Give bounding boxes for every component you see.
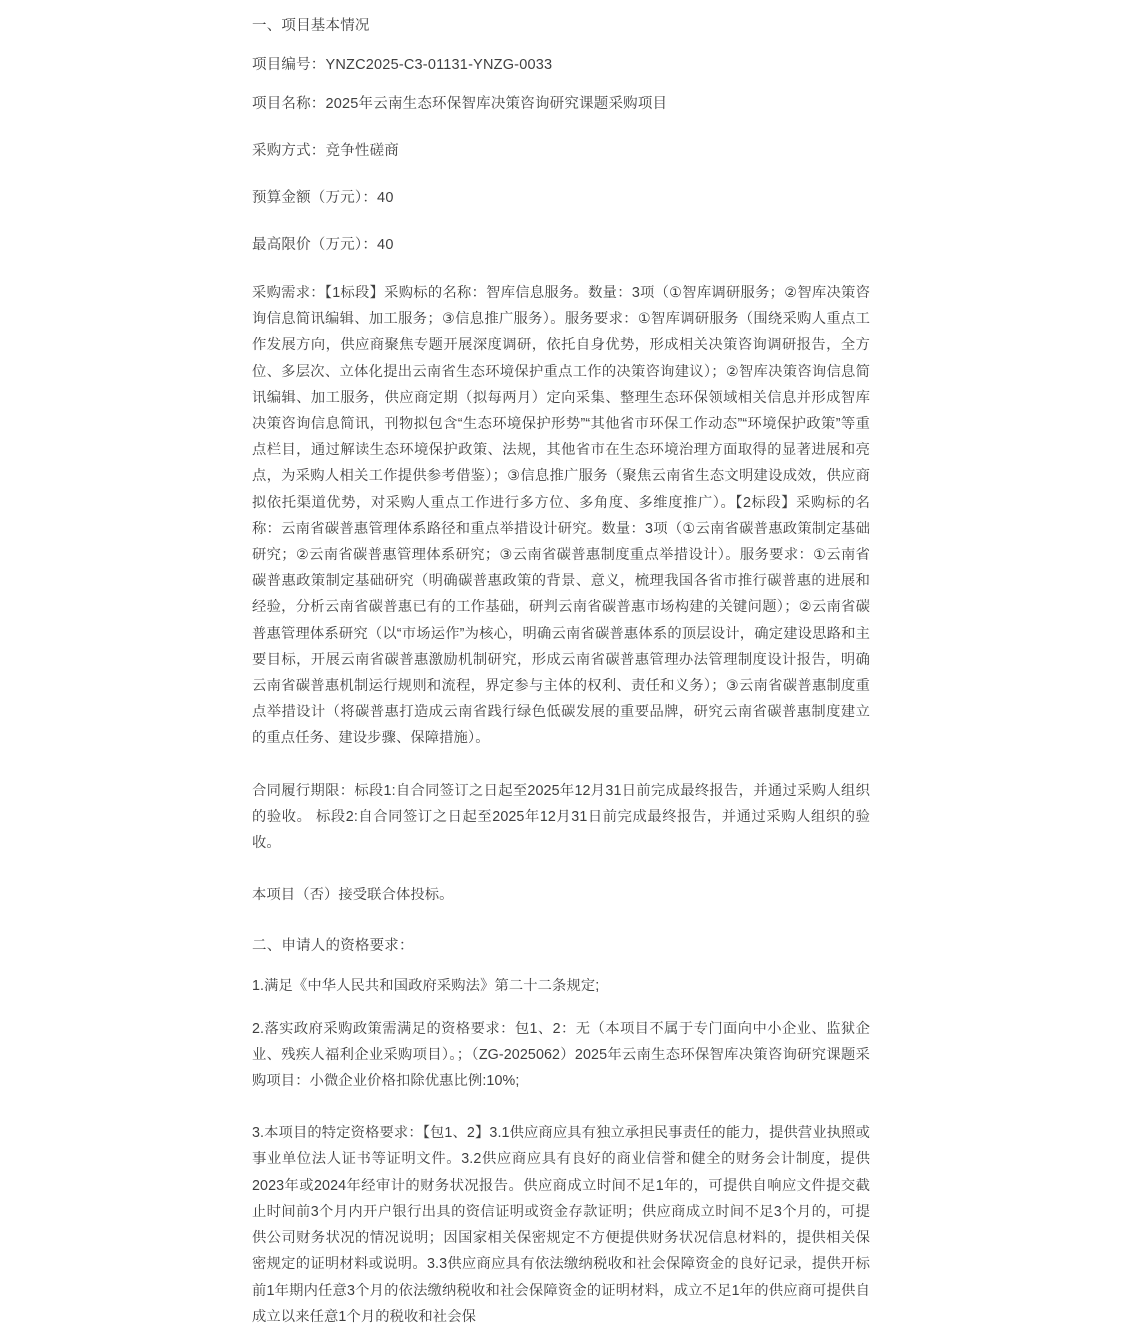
procurement-demand-paragraph: 采购需求：【1标段】采购标的名称：智库信息服务。数量：3项（①智库调研服务；②智库决策咨询信息简讯编辑、加工服务；③信息推广服务）。服务要求：①智库调研服务（围绕采购人重点工作发展方向，供应商聚焦专题开展深度调研，依托自身优势，形成相关决策咨询调研报告，全方位、多层次、立体化提出云南省生态环境保护重点工作的决策咨询建议）；②智库决策咨询信息简讯编辑、加工服务，供应商定期（拟每两月）定向采集、整理生态环保领域相关信息并形成智库决策咨询信息简讯，刊物拟包含“生态环境保护形势”“其他省市环保工作动态”“环境保护政策”等重点栏目，通过解读生态环境保护政策、法规，其他省市在生态环境治理方面取得的显著进展和亮点，为采购人相关工作提供参考借鉴）；③信息推广服务（聚焦云南省生态文明建设成效，供应商拟依托渠道优势，对采购人重点工作进行多方位、多角度、多维度推广）。【2标段】采购标的名称：云南省碳普惠管理体系路径和重点举措设计研究。数量：3项（①云南省碳普惠政策制定基础研究；②云南省碳普惠管理体系研究；③云南省碳普惠制度重点举措设计）。服务要求：①云南省碳普惠政策制定基础研究（明确碳普惠政策的背景、意义，梳理我国各省市推行碳普惠的进展和经验，分析云南省碳普惠已有的工作基础，研判云南省碳普惠市场构建的关键问题）；②云南省碳普惠管理体系研究（以“市场运作”为核心，明确云南省碳普惠体系的顶层设计，确定建设思路和主要目标，开展云南省碳普惠激励机制研究，形成云南省碳普惠管理办法管理制度设计报告，明确云南省碳普惠机制运行规则和流程，界定参与主体的权利、责任和义务）；③云南省碳普惠制度重点举措设计（将碳普惠打造成云南省践行绿色低碳发展的重要品牌，研究云南省碳普惠制度建立的重点任务、建设步骤、保障措施）。 <box>252 285 870 747</box>
max-price-line: 最高限价（万元）：40 <box>252 237 394 253</box>
project-name-line: 项目名称：2025年云南生态环保智库决策咨询研究课题采购项目 <box>252 96 668 112</box>
project-number-line: 项目编号：YNZC2025-C3-01131-YNZG-0033 <box>252 57 553 73</box>
document-body <box>252 14 870 1330</box>
qualification-item-1: 1.满足《中华人民共和国政府采购法》第二十二条规定; <box>252 978 600 995</box>
section-two-heading: 二、申请人的资格要求： <box>252 938 414 955</box>
contract-performance-period-paragraph: 合同履行期限：标段1:自合同签订之日起至2025年12月31日前完成最终报告，并通过采购人组织的验收。 标段2:自合同签订之日起至2025年12月31日前完成最终报告，并通过采购人组织的验收。 <box>252 782 870 852</box>
procurement-method-line: 采购方式：竞争性磋商 <box>252 143 399 159</box>
qualification-item-2: 2.落实政府采购政策需满足的资格要求：包1、2：无（本项目不属于专门面向中小企业、监狱企业、残疾人福利企业采购项目）。；（ZG-2025062）2025年云南生态环保智库决策咨询研究课题采购项目：小微企业价格扣除优惠比例:10%; <box>252 1020 870 1090</box>
consortium-bid-line: 本项目（否）接受联合体投标。 <box>252 887 454 904</box>
qualification-item-3: 3.本项目的特定资格要求：【包1、2】3.1供应商应具有独立承担民事责任的能力，提供营业执照或事业单位法人证书等证明文件。3.2供应商应具有良好的商业信誉和健全的财务会计制度，提供2023年或2024年经审计的财务状况报告。供应商成立时间不足1年的，可提供自响应文件提交截止时间前3个月内开户银行出具的资信证明或资金存款证明；供应商成立时间不足3个月的，可提供公司财务状况的情况说明；因国家相关保密规定不方便提供财务状况信息材料的，提供相关保密规定的证明材料或说明。3.3供应商应具有依法缴纳税收和社会保障资金的良好记录，提供开标前1年期内任意3个月的依法缴纳税收和社会保障资金的证明材料，成立不足1年的供应商可提供自成立以来任意1个月的税收和社会保 <box>252 1125 870 1325</box>
budget-amount-line: 预算金额（万元）：40 <box>252 190 394 206</box>
section-one-heading: 一、项目基本情况 <box>252 18 370 34</box>
